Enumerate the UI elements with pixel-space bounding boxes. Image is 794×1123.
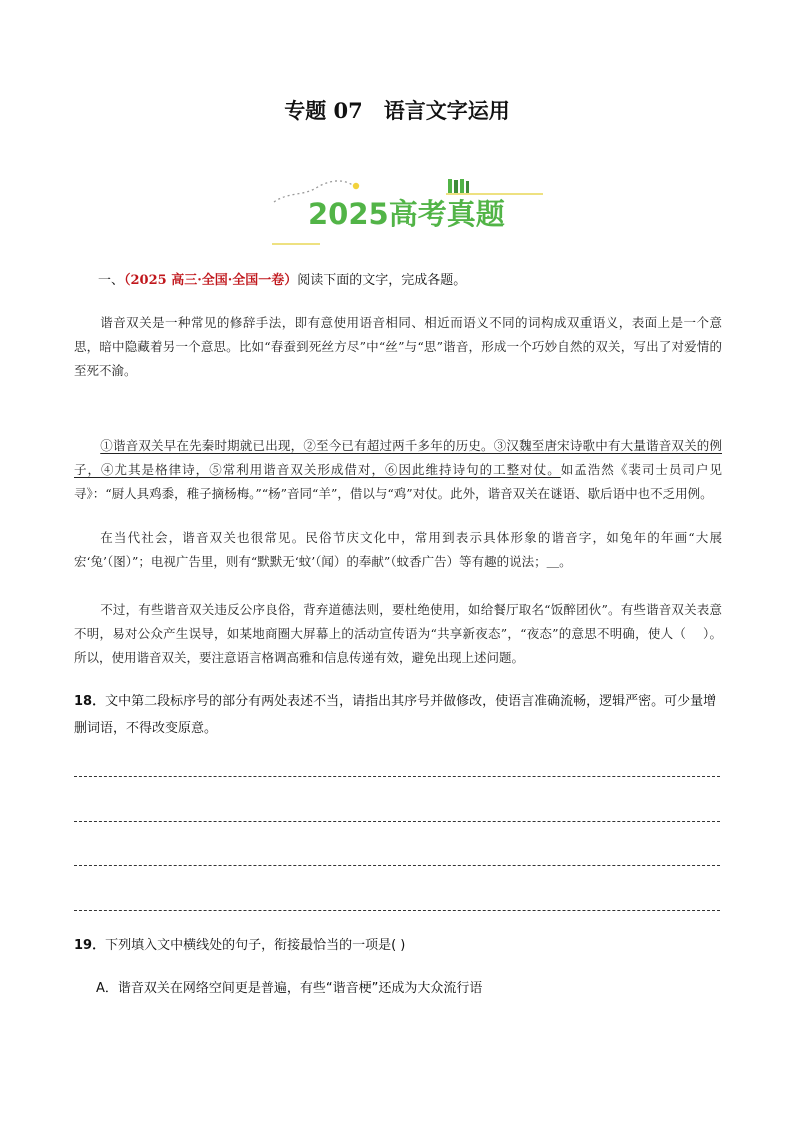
answer-line[interactable] [74,776,720,777]
answer-line[interactable] [74,910,720,911]
passage-paragraph-2 [74,434,722,506]
page-title: 专题 07 语言文字运用 [284,98,510,123]
section-instruction: 阅读下面的文字，完成各题。 [297,273,467,288]
section-prefix: 一、 [98,273,125,288]
dot-decoration [353,183,359,189]
books-icon [448,179,469,193]
question-text: 下列填入文中横线处的句子，衔接最恰当的一项是( ) [105,938,406,953]
answer-line[interactable] [74,821,720,822]
question-19 [74,932,724,959]
question-number: 19． [74,938,106,953]
paragraph-2-rest: 如孟浩然《裴司士员司户见寻》：“厨人具鸡黍，稚子摘杨梅。”“杨”音同“羊”，借以与“鸡”对仗。此外，谐音双关在谜语、歇后语中也不乏用例。 [74,462,722,501]
numbered-underlined-text: ①谐音双关早在先秦时期就已出现，②至今已有超过两千多年的历史。③汉魏至唐宋诗歌中有大量谐音双关的例子，④尤其是格律诗，⑤常利用谐音双关形成借对，⑥因此维持诗句的工整对仗。 [74,438,722,477]
passage-paragraph-3: 在当代社会，谐音双关也很常见。民俗节庆文化中，常用到表示具体形象的谐音字，如兔年的年画“大展宏‘兔’（图）”；电视广告里，则有“默默无‘蚊’（闻）的奉献”（蚊香广告）等有趣的说法；＿。 [74,530,722,569]
question-18 [74,688,724,742]
passage-paragraph-4: 不过，有些谐音双关违反公序良俗，背弃道德法则，要杜绝使用，如给餐厅取名“饭醉团伙”。有些谐音双关表意不明，易对公众产生误导，如某地商圈大屏幕上的活动宣传语为“共享新夜态”，“夜态”的意思不明确，使人（ ）。所以，使用谐音双关，要注意语言格调高雅和信息传递有效，避免出现上述问题。 [74,602,722,665]
section-heading [98,271,738,291]
answer-line[interactable] [74,865,720,866]
source-label: （2025 高三·全国·全国一卷） [124,273,298,288]
banner-title: 2025高考真题 [308,197,505,231]
question-text: 文中第二段标序号的部分有两处表述不当，请指出其序号并做修改，使语言准确流畅，逻辑严密。可少量增删词语，不得改变原意。 [74,694,717,736]
passage-paragraph-1: 谐音双关是一种常见的修辞手法，即有意使用语音相同、相近而语义不同的词构成双重语义，表面上是一个意思，暗中隐藏着另一个意思。比如“春蚕到死丝方尽”中“丝”与“思”谐音，形成一个巧妙自然的双关，写出了对爱情的至死不渝。 [74,315,722,378]
question-number: 18． [74,694,106,709]
option-a[interactable]: A．谐音双关在网络空间更是普遍，有些“谐音梗”还成为大众流行语 [96,981,483,996]
